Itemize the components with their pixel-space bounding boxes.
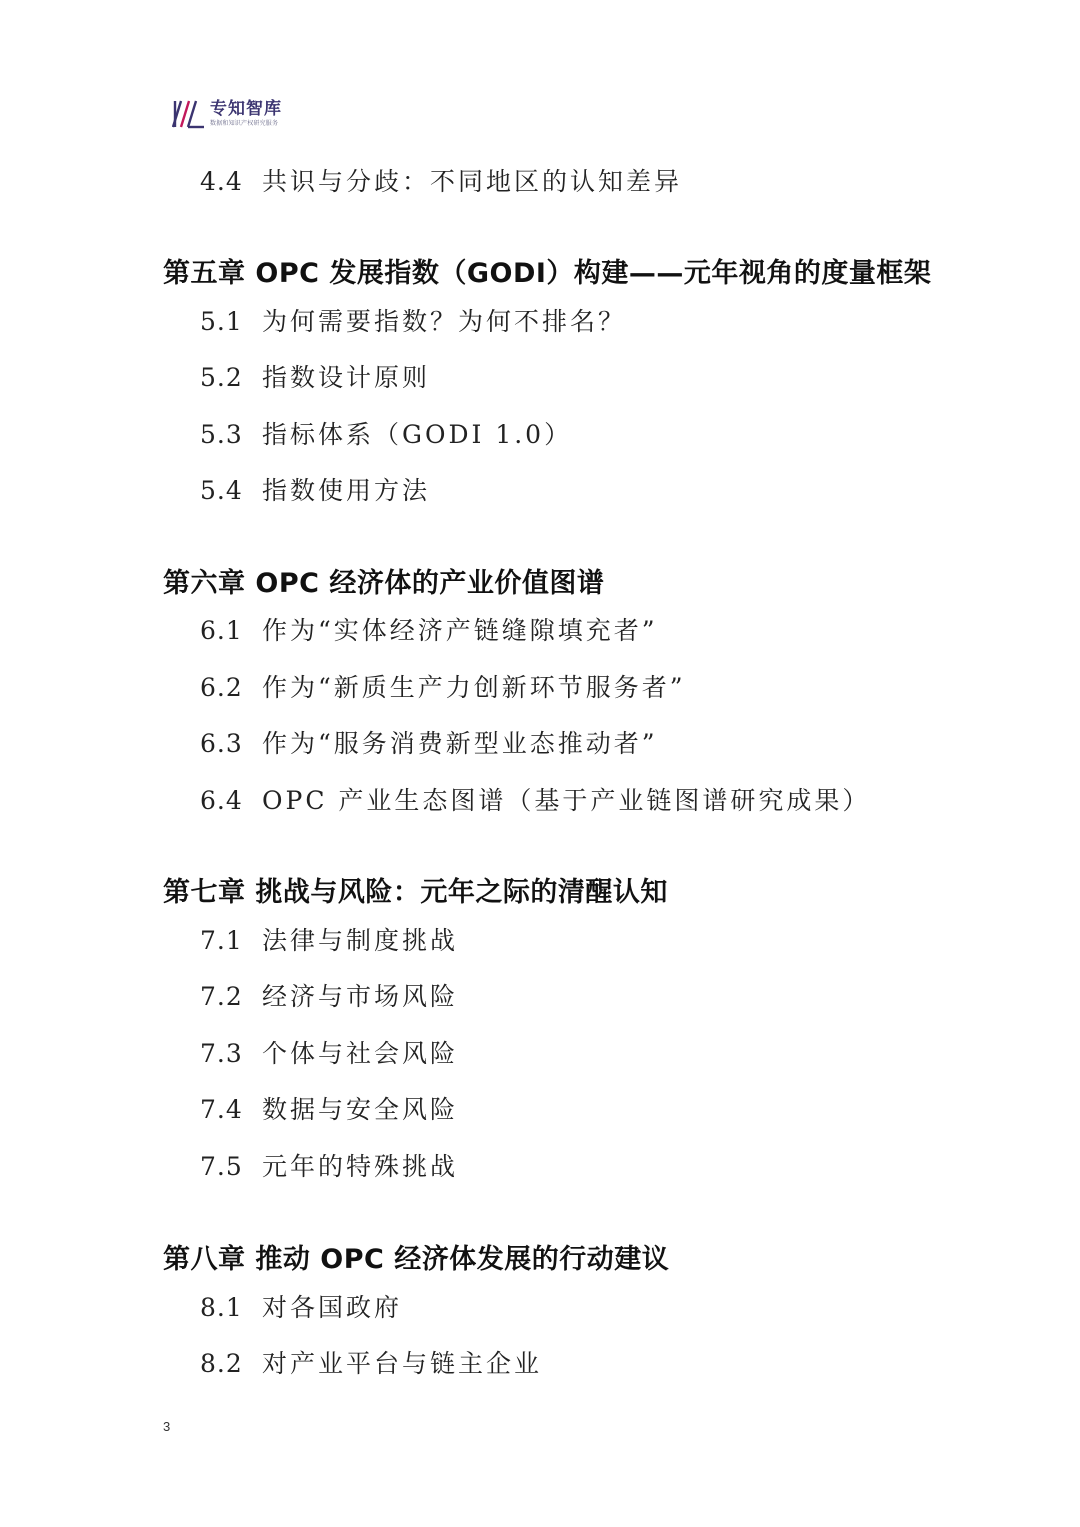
logo-text xyxy=(210,101,282,127)
toc-item-text: 为何需要指数？为何不排名？ xyxy=(262,307,627,336)
toc-item-8-2[interactable] xyxy=(200,1347,542,1381)
toc-item-text: 指数设计原则 xyxy=(262,363,431,392)
toc-item-text: 作为“服务消费新型业态推动者” xyxy=(262,729,658,758)
toc-item-7-2[interactable] xyxy=(200,980,458,1014)
toc-item-text: 作为“实体经济产链缝隙填充者” xyxy=(262,616,658,645)
toc-item-number: 4.4 xyxy=(200,167,243,196)
toc-item-5-4[interactable] xyxy=(200,474,430,508)
toc-item-number: 8.1 xyxy=(200,1293,243,1322)
brand-logo xyxy=(172,98,282,130)
toc-item-text: 个体与社会风险 xyxy=(262,1039,459,1068)
toc-item-text: 经济与市场风险 xyxy=(262,982,459,1011)
toc-item-7-4[interactable] xyxy=(200,1093,458,1127)
toc-item-text: 对产业平台与链主企业 xyxy=(262,1349,543,1378)
toc-item-text: 作为“新质生产力创新环节服务者” xyxy=(262,673,686,702)
toc-item-5-2[interactable] xyxy=(200,361,430,395)
logo-title: 专知智库 xyxy=(210,99,282,119)
chapter-heading-6[interactable]: 第六章 OPC 经济体的产业价值图谱 xyxy=(163,568,605,599)
chapter-heading-7[interactable]: 第七章 挑战与风险：元年之际的清醒认知 xyxy=(163,877,668,908)
toc-item-6-3[interactable] xyxy=(200,727,658,761)
toc-item-number: 5.4 xyxy=(200,476,243,505)
toc-item-number: 7.1 xyxy=(200,926,243,955)
toc-item-7-5[interactable] xyxy=(200,1150,458,1184)
toc-item-number: 6.4 xyxy=(200,786,243,815)
toc-item-number: 6.1 xyxy=(200,616,243,645)
page-number: 3 xyxy=(163,1419,171,1434)
toc-item-6-4[interactable] xyxy=(200,784,870,818)
toc-item-number: 5.3 xyxy=(200,420,243,449)
toc-item-4-4[interactable] xyxy=(200,165,682,199)
toc-item-text: 共识与分歧：不同地区的认知差异 xyxy=(262,167,683,196)
toc-item-number: 6.3 xyxy=(200,729,243,758)
toc-item-number: 7.5 xyxy=(200,1152,243,1181)
toc-item-5-3[interactable] xyxy=(200,418,572,452)
toc-item-number: 7.4 xyxy=(200,1095,243,1124)
zl-logo-icon xyxy=(172,99,206,129)
logo-subtitle: 数据和知识产权研究服务 xyxy=(210,120,279,127)
toc-item-text: 元年的特殊挑战 xyxy=(262,1152,459,1181)
toc-item-number: 5.2 xyxy=(200,363,243,392)
chapter-heading-5[interactable]: 第五章 OPC 发展指数（GODI）构建——元年视角的度量框架 xyxy=(163,258,932,289)
toc-item-text: 法律与制度挑战 xyxy=(262,926,459,955)
toc-item-text: 数据与安全风险 xyxy=(262,1095,459,1124)
toc-item-6-1[interactable] xyxy=(200,614,658,648)
toc-item-text: 指标体系（GODI 1.0） xyxy=(262,420,573,449)
toc-item-7-1[interactable] xyxy=(200,924,458,958)
toc-item-number: 8.2 xyxy=(200,1349,243,1378)
chapter-heading-8[interactable]: 第八章 推动 OPC 经济体发展的行动建议 xyxy=(163,1244,670,1275)
toc-item-6-2[interactable] xyxy=(200,671,686,705)
toc-item-number: 6.2 xyxy=(200,673,243,702)
toc-item-number: 7.3 xyxy=(200,1039,243,1068)
toc-item-5-1[interactable] xyxy=(200,305,626,339)
toc-item-text: 对各国政府 xyxy=(262,1293,403,1322)
toc-item-number: 5.1 xyxy=(200,307,243,336)
toc-item-number: 7.2 xyxy=(200,982,243,1011)
toc-item-text: OPC 产业生态图谱（基于产业链图谱研究成果） xyxy=(262,786,871,815)
toc-item-text: 指数使用方法 xyxy=(262,476,431,505)
toc-item-7-3[interactable] xyxy=(200,1037,458,1071)
toc-item-8-1[interactable] xyxy=(200,1291,402,1325)
